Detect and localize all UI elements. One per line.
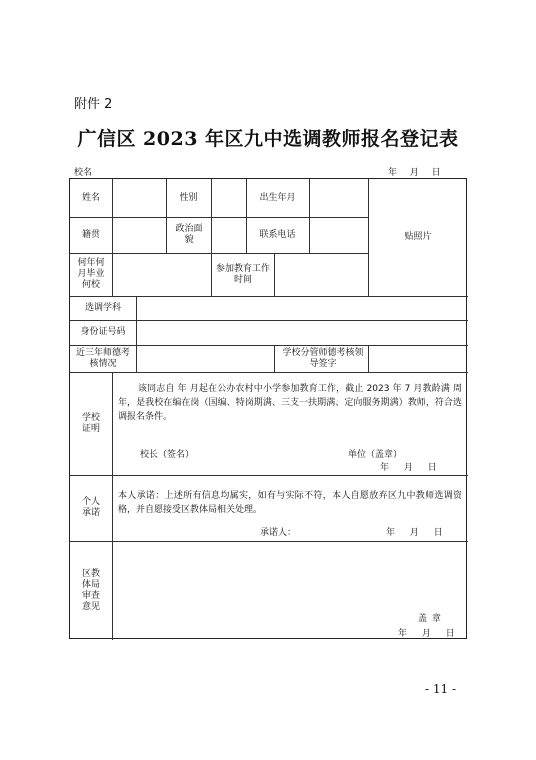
promise-label: 个人承诺 <box>81 497 100 518</box>
registration-table <box>69 178 467 639</box>
name-label: 姓名 <box>81 192 100 203</box>
promise-date: 年 月 日 <box>386 528 443 538</box>
principal-signature-label: 校长（签名） <box>140 450 195 460</box>
phone-label: 联系电话 <box>259 229 296 240</box>
work-time-label: 参加教育工作时间 <box>215 263 270 285</box>
school-name-label: 校名 <box>74 168 93 178</box>
birth-label: 出生年月 <box>259 192 296 203</box>
bureau-seal-label: 盖 章 <box>418 614 441 624</box>
attachment-label: 附件 2 <box>74 97 113 112</box>
bureau-review-label: 区教体局审查意见 <box>81 568 100 612</box>
school-proof-label: 学校证明 <box>81 412 100 434</box>
native-place-label: 籍贯 <box>81 229 100 240</box>
ethics-record-label: 近三年师德考核情况 <box>75 347 130 369</box>
bureau-review-date: 年 月 日 <box>398 629 455 639</box>
graduation-label: 何年何月毕业何校 <box>77 258 105 290</box>
school-proof-text: 该同志自 年 月起在公办农村中小学参加教育工作，截止 2023 年 7 月教龄满 周年，是我校在编在岗（国编、特岗期满、三支一扶期满、定向服务期满）教师，符合选调报名条件。 <box>118 384 462 422</box>
promise-signer-label: 承诺人： <box>260 528 297 538</box>
unit-seal-label: 单位（盖章） <box>348 450 403 460</box>
school-proof-date: 年 月 日 <box>380 463 437 473</box>
form-date: 年 月 日 <box>388 168 441 178</box>
gender-label: 性别 <box>179 192 198 203</box>
political-status-label: 政治面貌 <box>175 224 203 245</box>
page-number: - 11 - <box>425 682 457 696</box>
idcard-label: 身份证号码 <box>80 327 126 337</box>
promise-text: 本人承诺：上述所有信息均属实，如有与实际不符，本人自愿放弃区九中教师选调资格，并自愿接受区教体局相关处理。 <box>118 491 462 515</box>
subject-label: 选调学科 <box>84 302 121 313</box>
form-title: 广信区 2023 年区九中选调教师报名登记表 <box>77 128 459 150</box>
photo-label: 贴照片 <box>404 232 432 242</box>
leader-sign-label: 学校分管师德考核领导签字 <box>282 347 364 369</box>
